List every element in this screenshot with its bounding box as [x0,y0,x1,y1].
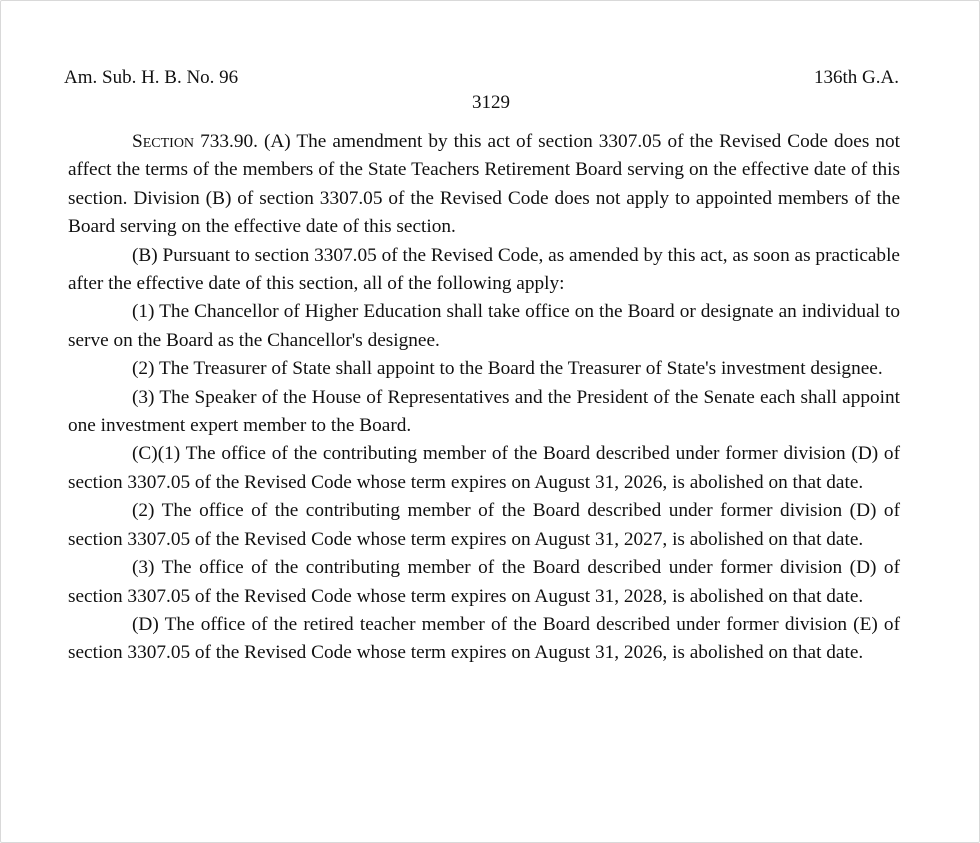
paragraph-c1: (C)(1) The office of the contributing member of the Board described under former division (D) of section 3307.05 of the Revised Code whose term expires on August 31, 2026, is abolished on that date. [68,443,900,493]
section-paragraph [68,128,900,242]
paragraph-b2: (2) The Treasurer of State shall appoint to the Board the Treasurer of State's investment designee. [132,358,883,380]
paragraph-d: (D) The office of the retired teacher member of the Board described under former division (E) of section 3307.05 of the Revised Code whose term expires on August 31, 2026, is abolished on that date. [68,613,900,664]
document-body [68,128,900,668]
paragraph-b1: (1) The Chancellor of Higher Education shall take office on the Board or designate an individual to serve on the Board as the Chancellor's designee. [68,301,900,351]
paragraph-b: (B) Pursuant to section 3307.05 of the Revised Code, as amended by this act, as soon as practicable after the effective date of this section, all of the following apply: [68,244,900,295]
paragraph-c3: (3) The office of the contributing member of the Board described under former division (D) of section 3307.05 of the Revised Code whose term expires on August 31, 2028, is abolished on that date. [68,557,900,607]
page-number: 3129 [472,92,510,113]
section-text: 733.90. (A) The amendment by this act of section 3307.05 of the Revised Code does not affect the terms of the members of the State Teachers Retirement Board serving on the effective date of this section. Division (B) of section 3307.05 of the Revised Code does not apply to appointed members of the Board serving on the effective date of this section. [68,131,900,238]
section-label: Section [132,131,195,152]
paragraph-b3: (3) The Speaker of the House of Representatives and the President of the Senate each shall appoint one investment expert member to the Board. [68,386,900,437]
general-assembly: 136th G.A. [814,67,899,88]
paragraph-c2: (2) The office of the contributing member of the Board described under former division (D) of section 3307.05 of the Revised Code whose term expires on August 31, 2027, is abolished on that date. [68,500,900,550]
bill-number: Am. Sub. H. B. No. 96 [64,67,239,88]
